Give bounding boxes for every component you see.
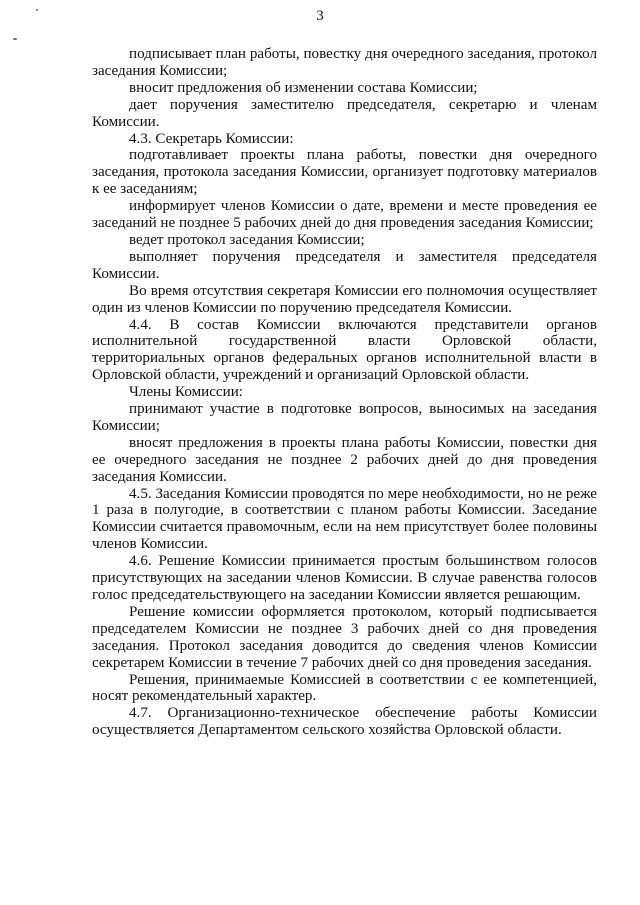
- paragraph: Решения, принимаемые Комиссией в соответствии с ее компетенцией, носят рекомендательный характер.: [92, 671, 597, 705]
- paragraph: 4.7. Организационно-техническое обеспечение работы Комиссии осуществляется Департаментом сельского хозяйства Орловской области.: [92, 705, 597, 739]
- section-heading: 4.3. Секретарь Комиссии:: [129, 130, 294, 147]
- scan-artifact-mark: [13, 38, 17, 40]
- paragraph: вносит предложения об изменении состава Комиссии;: [129, 79, 478, 96]
- paragraph: вносят предложения в проекты плана работы Комиссии, повестки дня ее очередного заседания не позднее 2 рабочих дней до дня проведения заседания Комиссии.: [92, 434, 597, 485]
- document-body: [92, 46, 597, 739]
- paragraph: принимают участие в подготовке вопросов, выносимых на заседания Комиссии;: [92, 401, 597, 434]
- paragraph: 4.4. В состав Комиссии включаются представители органов исполнительной государственной власти Орловской области, территориальных органов федеральных органов исполнительной власти в Орловской области, учреждений и организаций Орловской области.: [92, 316, 597, 384]
- paragraph: подготавливает проекты плана работы, повестки дня очередного заседания, протокола заседания Комиссии, организует подготовку материалов к ее заседаниям;: [92, 147, 597, 198]
- paragraph: Решение комиссии оформляется протоколом, который подписывается председателем Комиссии не позднее 3 рабочих дней со дня проведения заседания. Протокол заседания доводится до сведения членов Комиссии секретарем Комиссии в течение 7 рабочих дней со дня проведения заседания.: [92, 603, 597, 671]
- paragraph: ведет протокол заседания Комиссии;: [129, 231, 365, 248]
- paragraph: дает поручения заместителю председателя, секретарю и членам Комиссии.: [92, 96, 597, 130]
- paragraph: 4.6. Решение Комиссии принимается простым большинством голосов присутствующих на заседании членов Комиссии. В случае равенства голосов голос председательствующего на заседании Комиссии является решающим.: [92, 553, 597, 603]
- paragraph: выполняет поручения председателя и заместителя председателя Комиссии.: [92, 248, 597, 282]
- paragraph: Во время отсутствия секретаря Комиссии его полномочия осуществляет один из членов Комиссии по поручению председателя Комиссии.: [92, 282, 597, 316]
- paragraph: подписывает план работы, повестку дня очередного заседания, протокол заседания Комиссии;: [92, 46, 597, 79]
- paragraph: 4.5. Заседания Комиссии проводятся по мере необходимости, но не реже 1 раза в полугодие, в соответствии с планом работы Комиссии. Заседание Комиссии считается правомочным, если на нем присутствует более половины членов Комиссии.: [92, 485, 597, 553]
- page-number: 3: [316, 8, 324, 24]
- section-heading: Члены Комиссии:: [129, 384, 243, 401]
- paragraph: информирует членов Комиссии о дате, времени и месте проведения ее заседаний не позднее 5 рабочих дней до дня проведения заседания Комиссии;: [92, 198, 597, 232]
